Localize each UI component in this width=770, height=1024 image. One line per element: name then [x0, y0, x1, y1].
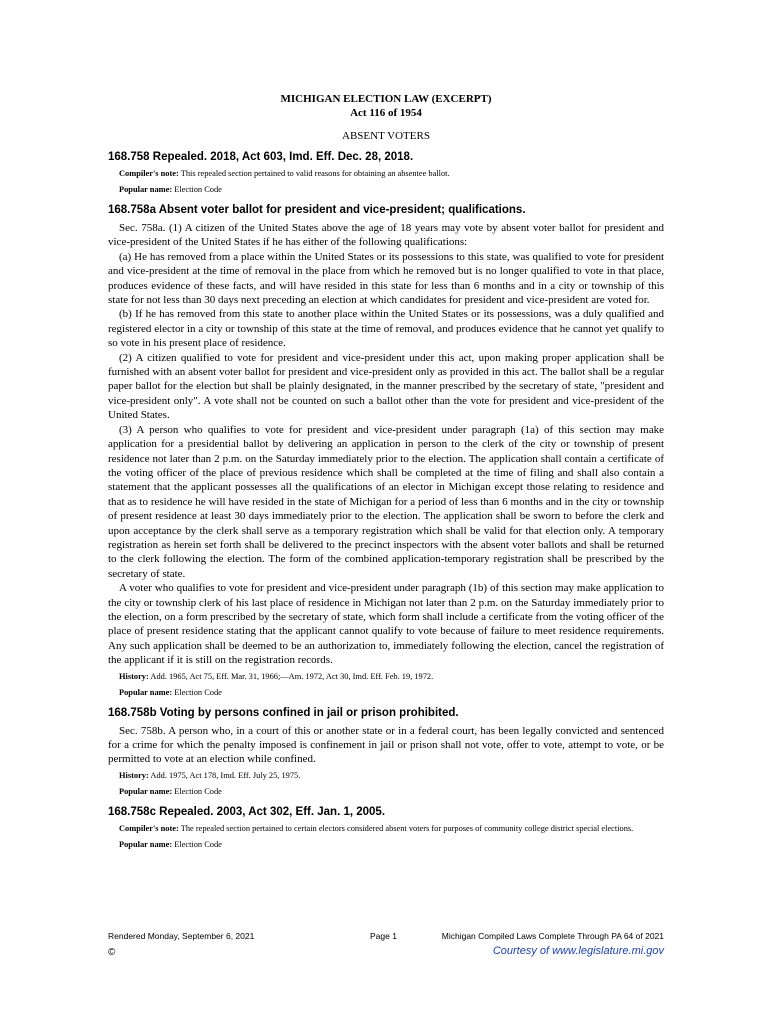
section-paragraph: (3) A person who qualifies to vote for president and vice-president under paragraph (1a) of this section may make application for a presidential ballot by delivering an application in person to the clerk of the city or township of present residence not later than 2 p.m. on the Saturday immediately prior to the election. The application shall contain a certificate of the voting officer of the place of previous residence which shall be completed at the time of filing and shall also contain a statement that the applicant possesses all the qualifications of an elector in Michigan except those relating to residence and that as to residence he will have resided in the state of Michigan for a period of less than 6 months and in the city or township of present residence at least 30 days immediately prior to the election. The application shall be sworn to before the clerk and upon acceptance by the clerk shall serve as a temporary registration which shall be valid for that election only. A temporary registration as herein set forth shall be delivered to the precinct inspectors with the absent voter ballots and shall be returned to the clerk following the election. The form of the combined application-temporary registration shall be prescribed by the secretary of state. [108, 423, 664, 580]
sections-container [108, 150, 664, 851]
note-label: Compiler's note: [119, 169, 179, 178]
page-number: Page 1 [370, 931, 397, 941]
section-paragraph: (b) If he has removed from this state to another place within the United States or its possessions, was a duly qualified and registered elector in a city or township of this state at the time of removal, and produces evidence that he cannot yet qualify to so vote in his present place of residence. [108, 308, 664, 350]
chapter-subtitle: ABSENT VOTERS [342, 130, 430, 142]
note-label: History: [119, 671, 149, 681]
law-section [108, 150, 664, 196]
document-page [108, 92, 664, 851]
section-note [108, 770, 664, 782]
section-note [108, 671, 664, 683]
law-section [108, 805, 664, 851]
section-note [108, 823, 664, 835]
section-paragraph: A voter who qualifies to vote for president and vice-president under paragraph (1b) of this section may make application to the city or township clerk of his last place of residence in Michigan not later than 2 p.m. on the Saturday immediately prior to the election, on a form prescribed by the secretary of state, which form shall include a certificate from the voting officer of the place of present residence stating that the applicant cannot qualify to vote because of failure to meet residence requirements. Any such application shall be deemed to be an authorization to, immediately following the election, cancel the registration of the applicant if it is still on the registration records. [108, 582, 664, 667]
act-number: Act 116 of 1954 [350, 107, 422, 119]
note-text: This repealed section pertained to valid reasons for obtaining an absentee ballot. [178, 169, 450, 178]
copyright-symbol: © [108, 947, 116, 958]
section-paragraph: Sec. 758a. (1) A citizen of the United States above the age of 18 years may vote by absent voter ballot for president and vice-president of the United States if he has either of the following qualifications: [108, 222, 664, 249]
section-heading: 168.758 Repealed. 2018, Act 603, Imd. Eff. Dec. 28, 2018. [108, 151, 414, 163]
section-paragraph: (a) He has removed from a place within the United States or its possessions to this state, was qualified to vote for president and vice-president at the time of removal in the place from which he removed but is no longer qualified to vote in that place, produces evidence of these facts, and will have resided in this state for less than 6 months and in a city or township of this state for not less than 30 days next preceding an election at which candidates for president and vice-president are voted for. [108, 250, 664, 307]
popular-name [119, 687, 664, 699]
note-text: Add. 1975, Act 178, Imd. Eff. July 25, 1975. [148, 770, 301, 780]
note-text: The repealed section pertained to certain electors considered absent voters for purposes of community college district special elections. [178, 823, 634, 833]
popular-name-label: Popular name: [119, 786, 173, 796]
section-heading: 168.758b Voting by persons confined in jail or prison prohibited. [108, 706, 459, 719]
document-title: MICHIGAN ELECTION LAW (EXCERPT) [280, 93, 492, 105]
popular-name [119, 839, 664, 851]
popular-name [119, 786, 664, 798]
law-section [108, 706, 664, 798]
popular-name-text: Election Code [172, 839, 222, 849]
section-note [108, 168, 664, 180]
popular-name-label: Popular name: [119, 839, 173, 849]
popular-name-text: Election Code [172, 786, 222, 796]
popular-name [119, 184, 664, 196]
popular-name-text: Election Code [172, 687, 222, 697]
popular-name-label: Popular name: [119, 687, 173, 697]
rendered-date: Rendered Monday, September 6, 2021 [108, 931, 255, 941]
section-paragraph: (2) A citizen qualified to vote for president and vice-president under this act, upon making proper application shall be furnished with an absent voter ballot for president and vice-president only as provided in this act. The ballot shall be a regular paper ballot for the election but shall be plainly designated, in the manner prescribed by the secretary of state, "president and vice-president only". A vote shall not be counted on such a ballot other than the vote for president and vice-president of the United States. [108, 351, 664, 422]
note-text: Add. 1965, Act 75, Eff. Mar. 31, 1966;—Am. 1972, Act 30, Imd. Eff. Feb. 19, 1972. [148, 671, 434, 681]
section-heading: 168.758c Repealed. 2003, Act 302, Eff. Jan. 1, 2005. [108, 805, 386, 818]
popular-name-text: Election Code [172, 185, 222, 194]
note-label: Compiler's note: [119, 823, 179, 833]
courtesy-link[interactable]: Courtesy of www.legislature.mi.gov [492, 945, 664, 957]
section-heading: 168.758a Absent voter ballot for president and vice-president; qualifications. [108, 204, 526, 216]
section-paragraph: Sec. 758b. A person who, in a court of this or another state or in a federal court, has been legally convicted and sentenced for a crime for which the penalty imposed is confinement in jail or prison shall not vote, offer to vote, attempt to vote, or be permitted to vote at an election while confined. [108, 724, 664, 766]
law-section [108, 203, 664, 699]
compiled-through: Michigan Compiled Laws Complete Through PA 64 of 2021 [441, 931, 664, 941]
note-label: History: [119, 770, 149, 780]
popular-name-label: Popular name: [119, 185, 173, 194]
